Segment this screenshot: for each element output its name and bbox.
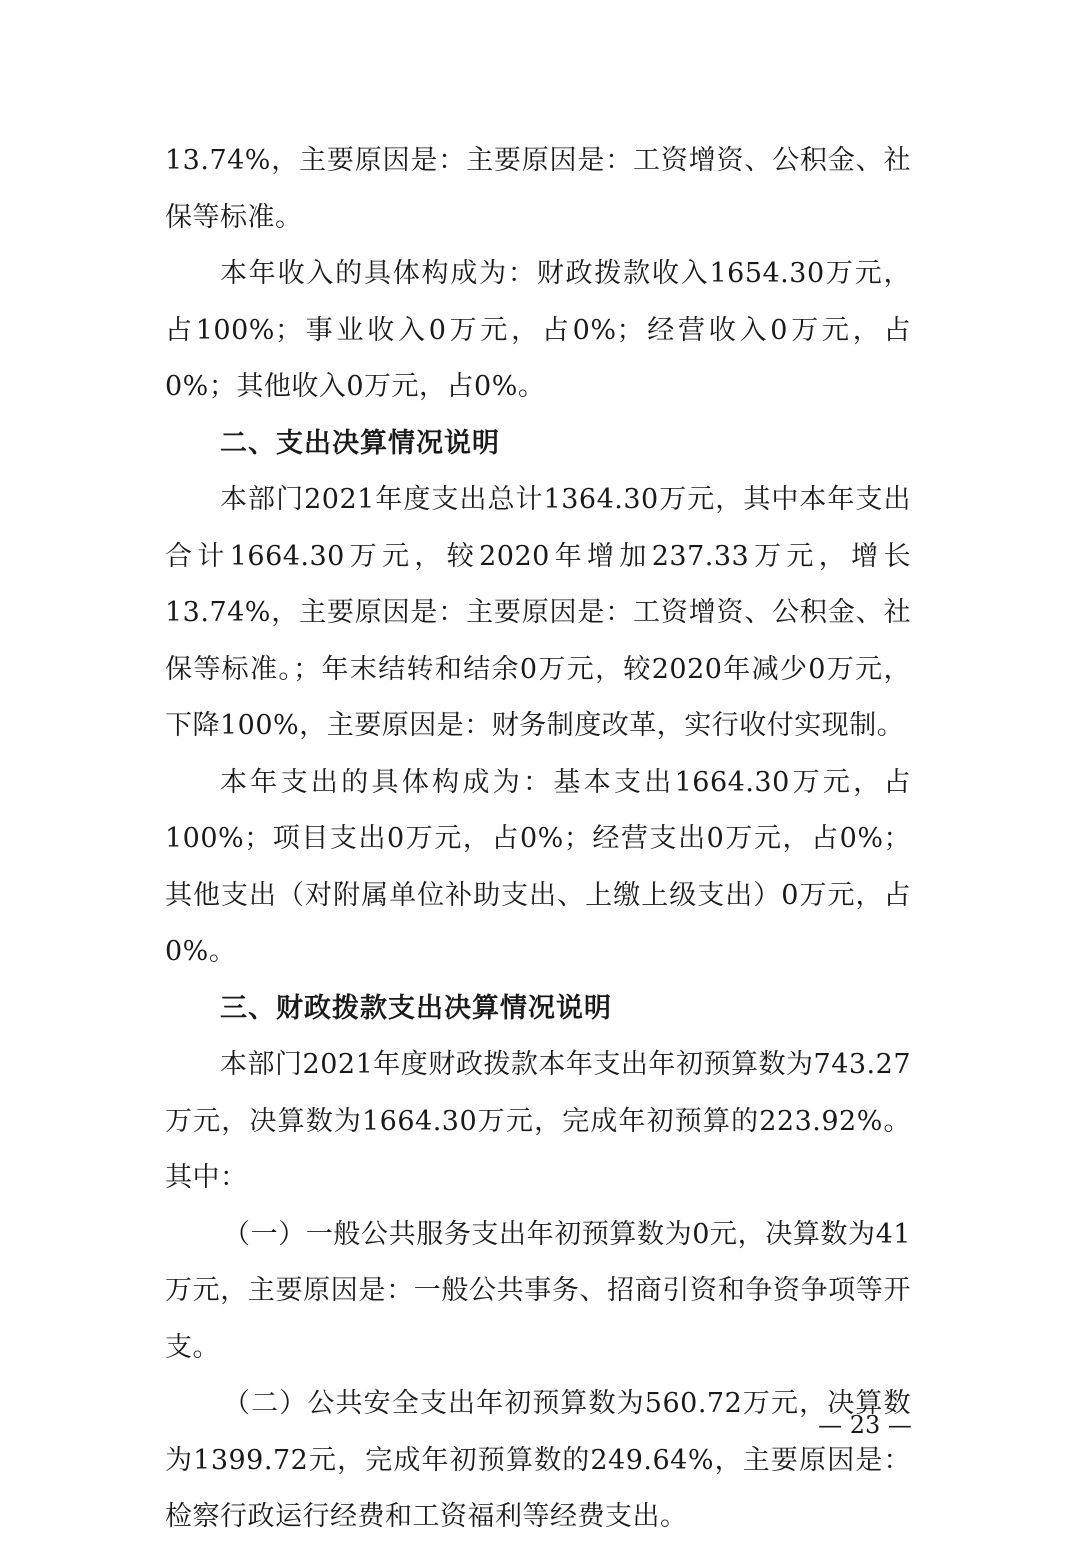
paragraph-income-reason: 13.74%，主要原因是：主要原因是：工资增资、公积金、社保等标准。 — [165, 145, 911, 233]
document-body — [165, 133, 911, 1546]
paragraph-expenditure-total: 本部门2021年度支出总计1364.30万元，其中本年支出合计1664.30万元，较2020年增加237.33万元，增长13.74%，主要原因是：主要原因是：工资增资、公积金、社保等标准。；年末结转和结余0万元，较2020年减少0万元，下降100%，主要原因是：财务制度改革，实行收付实现制。 — [165, 484, 911, 741]
section-heading-expenditure: 二、支出决算情况说明 — [220, 427, 500, 459]
paragraph-expenditure-composition: 本年支出的具体构成为：基本支出1664.30万元，占100%；项目支出0万元，占0%；经营支出0万元，占0%；其他支出（对附属单位补助支出、上缴上级支出）0万元，占0%。 — [165, 766, 911, 967]
paragraph-income-composition: 本年收入的具体构成为：财政拨款收入1654.30万元，占100%；事业收入0万元，占0%；经营收入0万元，占0%；其他收入0万元，占0%。 — [165, 258, 911, 402]
page-number: — 23 — — [818, 1411, 912, 1439]
paragraph-fiscal-budget: 本部门2021年度财政拨款本年支出年初预算数为743.27万元，决算数为1664.30万元，完成年初预算的223.92%。其中： — [165, 1049, 911, 1193]
paragraph-general-public-services: （一）一般公共服务支出年初预算数为0元，决算数为41万元，主要原因是：一般公共事务、招商引资和争资争项等开支。 — [165, 1218, 911, 1363]
paragraph-public-security: （二）公共安全支出年初预算数为560.72万元，决算数为1399.72元，完成年初预算数的249.64%，主要原因是：检察行政运行经费和工资福利等经费支出。 — [165, 1388, 911, 1532]
section-heading-fiscal-expenditure: 三、财政拨款支出决算情况说明 — [220, 992, 612, 1024]
